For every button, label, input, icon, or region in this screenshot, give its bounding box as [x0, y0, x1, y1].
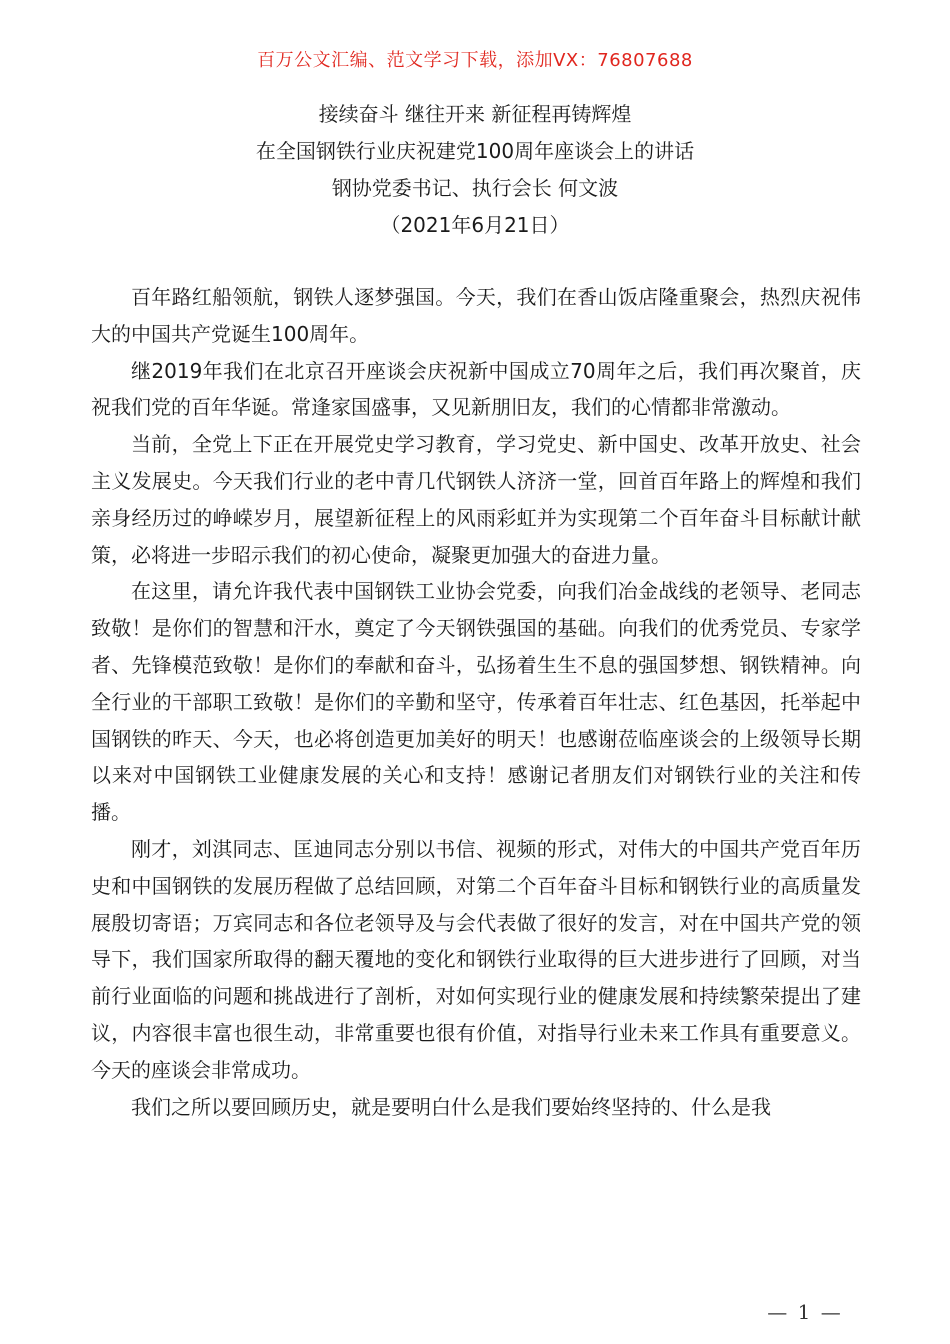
speech-body — [91, 279, 861, 1125]
speech-title: 接续奋斗 继往开来 新征程再铸辉煌 — [318, 102, 632, 126]
promo-banner: 百万公文汇编、范文学习下载，添加VX：76807688 — [257, 50, 693, 71]
speech-subtitle: 在全国钢铁行业庆祝建党100周年座谈会上的讲话 — [255, 139, 695, 163]
speech-date: （2021年6月21日） — [380, 213, 570, 237]
speaker-line: 钢协党委书记、执行会长 何文波 — [331, 176, 619, 200]
paragraph: 在这里，请允许我代表中国钢铁工业协会党委，向我们冶金战线的老领导、老同志致敬！是你们的智慧和汗水，奠定了今天钢铁强国的基础。向我们的优秀党员、专家学者、先锋模范致敬！是你们的奉献和奋斗，弘扬着生生不息的强国梦想、钢铁精神。向全行业的干部职工致敬！是你们的辛勤和坚守，传承着百年壮志、红色基因，托举起中国钢铁的昨天、今天，也必将创造更加美好的明天！也感谢莅临座谈会的上级领导长期以来对中国钢铁工业健康发展的关心和支持！感谢记者朋友们对钢铁行业的关注和传播。 — [91, 579, 861, 825]
paragraph: 继2019年我们在北京召开座谈会庆祝新中国成立70周年之后，我们再次聚首，庆祝我们党的百年华诞。常逢家国盛事，又见新朋旧友，我们的心情都非常激动。 — [91, 358, 861, 420]
paragraph: 当前，全党上下正在开展党史学习教育，学习党史、新中国史、改革开放史、社会主义发展史。今天我们行业的老中青几代钢铁人济济一堂，回首百年路上的辉煌和我们亲身经历过的峥嵘岁月，展望新征程上的风雨彩虹并为实现第二个百年奋斗目标献计献策，必将进一步昭示我们的初心使命，凝聚更加强大的奋进力量。 — [91, 432, 861, 567]
paragraph: 百年路红船领航，钢铁人逐梦强国。今天，我们在香山饭店隆重聚会，热烈庆祝伟大的中国共产党诞生100周年。 — [91, 285, 861, 346]
page-number: — 1 — — [767, 1300, 843, 1324]
title-block — [0, 96, 950, 244]
paragraph: 我们之所以要回顾历史，就是要明白什么是我们要始终坚持的、什么是我 — [131, 1094, 771, 1119]
paragraph: 刚才，刘淇同志、匡迪同志分别以书信、视频的形式，对伟大的中国共产党百年历史和中国钢铁的发展历程做了总结回顾，对第二个百年奋斗目标和钢铁行业的高质量发展殷切寄语；万宾同志和各位老领导及与会代表做了很好的发言，对在中国共产党的领导下，我们国家所取得的翻天覆地的变化和钢铁行业取得的巨大进步进行了回顾，对当前行业面临的问题和挑战进行了剖析，对如何实现行业的健康发展和持续繁荣提出了建议，内容很丰富也很生动，非常重要也很有价值，对指导行业未来工作具有重要意义。今天的座谈会非常成功。 — [91, 836, 861, 1082]
